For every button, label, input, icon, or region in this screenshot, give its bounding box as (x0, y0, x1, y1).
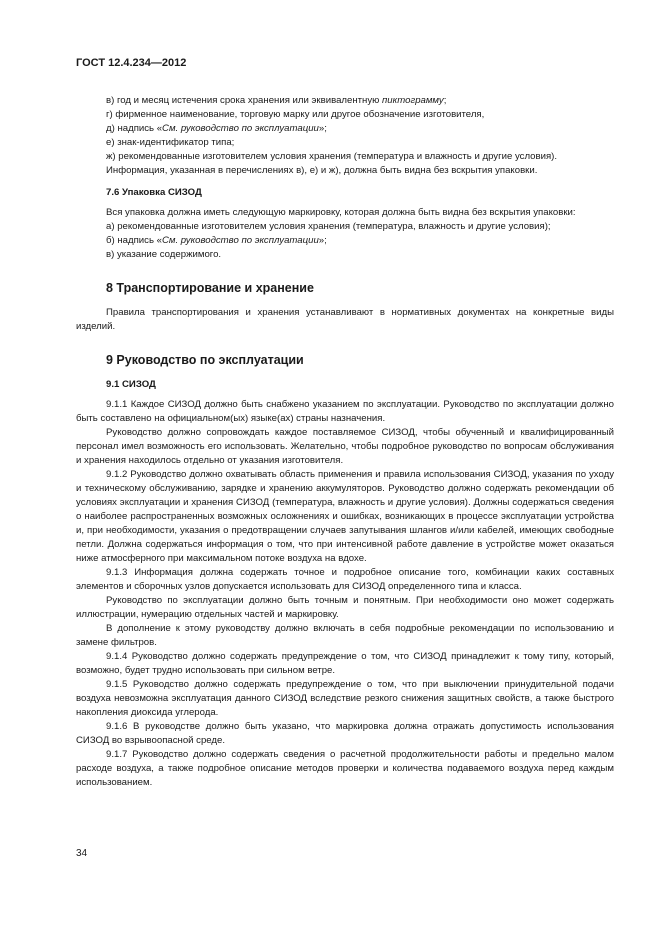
list-item-e: е) знак-идентификатор типа; (106, 137, 235, 148)
paragraph-9-1-6: 9.1.6 В руководстве должно быть указано, что маркировка должна отражать допустимость использования СИЗОД во взрывоопасной среде. (76, 721, 614, 746)
paragraph-9-1-3-b: Руководство по эксплуатации должно быть точным и понятным. При необходимости оно может содержать иллюстрации, нумерацию отдельных частей и маркировку. (76, 595, 614, 620)
list-item-d: д) надпись «См. руководство по эксплуатации»; (106, 123, 327, 134)
list-item-g: г) фирменное наименование, торговую марку или другое обозначение изготовителя, (106, 109, 485, 120)
paragraph-9-1-1: 9.1.1 Каждое СИЗОД должно быть снабжено указанием по эксплуатации. Руководство по эксплуатации должно быть составлено на официальном(ых) языке(ах) страны назначения. (76, 399, 614, 424)
paragraph-9-1-3: 9.1.3 Информация должна содержать точное и подробное описание того, комбинации каких составных элементов и сборочных узлов допускается использовать для СИЗОД определенного типа и класса. (76, 567, 614, 592)
section-8-title: 8 Транспортирование и хранение (106, 281, 314, 295)
page-number: 34 (76, 848, 88, 859)
section-7-6-item-b: б) надпись «См. руководство по эксплуатации»; (106, 235, 327, 246)
info-paragraph: Информация, указанная в перечислениях в), е) и ж), должна быть видна без вскрытия упаковки. (106, 165, 538, 176)
section-9-1-title: 9.1 СИЗОД (106, 379, 156, 390)
paragraph-9-1-4: 9.1.4 Руководство должно содержать предупреждение о том, что СИЗОД принадлежит к тому типу, который, возможно, будет трудно использовать при сильном ветре. (76, 651, 614, 676)
paragraph-9-1-5: 9.1.5 Руководство должно содержать предупреждение о том, что при выключении принудительной подачи воздуха невозможна эксплуатация данного СИЗОД вследствие резкого снижения защитных свойств, а также быстрого накопления диоксида углерода. (76, 679, 614, 718)
section-7-6-item-v: в) указание содержимого. (106, 249, 222, 260)
section-7-6-item-a: а) рекомендованные изготовителем условия хранения (температура, влажность и другие условия); (106, 221, 551, 232)
section-7-6-intro: Вся упаковка должна иметь следующую маркировку, которая должна быть видна без вскрытия упаковки: (106, 207, 576, 218)
paragraph-9-1-2: 9.1.2 Руководство должно охватывать область применения и правила использования СИЗОД, указания по уходу и техническому обслуживанию, зарядке и хранению аккумуляторов. Руководство должно содержать рекомендации об условиях эксплуатации и хранения СИЗОД (температура, влажность и другие условия). Должны содержаться сведения о наиболее распространенных возможных осложнениях и ошибках, возникающих в процессе эксплуатации устройства и, при необходимости, указания о предотвращении случаев запутывания шлангов и/или кабелей, имеющих свободные петли. Должна содержаться информация о том, что при интенсивной работе давление в устройстве может оказаться ниже атмосферного при максимальном потоке воздуха на вдохе. (76, 469, 614, 564)
document-code-header: ГОСТ 12.4.234—2012 (76, 57, 187, 69)
paragraph-9-1-7: 9.1.7 Руководство должно содержать сведения о расчетной продолжительности работы и предельно малом расходе воздуха, а также подробное описание методов проверки и количества подаваемого воздуха перед каждым использованием. (76, 749, 614, 788)
paragraph-9-1-1-b: Руководство должно сопровождать каждое поставляемое СИЗОД, чтобы обученный и квалифицированный персонал имел возможность его использовать. Желательно, чтобы подробное руководство по вопросам обслуживания и хранения находилось отдельно от указания изготовителя. (76, 427, 614, 466)
page-body (76, 94, 614, 790)
section-9-title: 9 Руководство по эксплуатации (106, 353, 304, 367)
section-8-text: Правила транспортирования и хранения устанавливают в нормативных документах на конкретные виды изделий. (76, 307, 614, 332)
list-item-zh: ж) рекомендованные изготовителем условия хранения (температура и влажность и другие условия). (106, 151, 557, 162)
section-7-6-title: 7.6 Упаковка СИЗОД (106, 187, 202, 198)
list-item-v: в) год и месяц истечения срока хранения или эквивалентную пиктограмму; (106, 95, 447, 106)
paragraph-9-1-3-c: В дополнение к этому руководству должно включать в себя подробные рекомендации по использованию и замене фильтров. (76, 623, 614, 648)
